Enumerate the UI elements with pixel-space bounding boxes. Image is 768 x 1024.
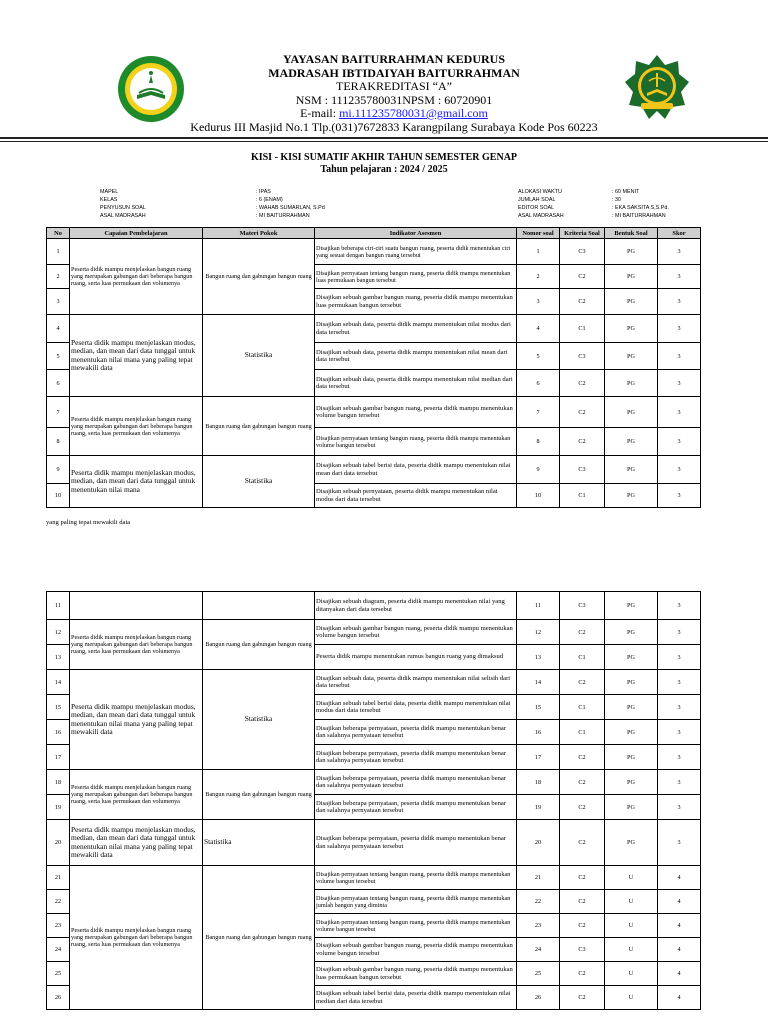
cell-skor: 3 bbox=[658, 645, 701, 670]
cell-capaian: Peserta didik mampu menjelaskan bangun ruang yang merupakan gabungan dari beberapa bangun ruang, serta luas permukaan dan volumenya bbox=[70, 770, 203, 820]
cell-bentuk: PG bbox=[605, 770, 658, 795]
table-header-row bbox=[47, 228, 701, 239]
cell-nomor: 24 bbox=[517, 938, 560, 962]
nsm-npsm: NSM : 111235780031NPSM : 60720901 bbox=[295, 92, 493, 107]
kemenag-logo-icon bbox=[623, 53, 691, 121]
cell-indikator: Peserta didik mampu menentukan rumus bangun ruang yang dimaksud bbox=[315, 645, 517, 670]
cell-no: 25 bbox=[47, 962, 70, 986]
cell-kriteria: C2 bbox=[560, 370, 605, 397]
cell-no: 7 bbox=[47, 397, 70, 428]
meta-value: : MI BAITURRAHMAN bbox=[612, 213, 666, 219]
cell-nomor: 26 bbox=[517, 986, 560, 1010]
cell-nomor: 25 bbox=[517, 962, 560, 986]
meta-value: : EKA SAKSITA S,S.Pd. bbox=[612, 205, 669, 211]
cell-nomor: 20 bbox=[517, 820, 560, 866]
cell-bentuk: U bbox=[605, 986, 658, 1010]
cell-kriteria: C2 bbox=[560, 265, 605, 289]
title-main: KISI - KISI SUMATIF AKHIR TAHUN SEMESTER GENAP bbox=[250, 152, 518, 163]
cell-kriteria: C3 bbox=[560, 239, 605, 265]
cell-indikator: Disajikan sebuah tabel berisi data, peserta didik mampu menentukan nilai mean dari data tersebut bbox=[315, 456, 517, 484]
email-line bbox=[180, 107, 608, 121]
meta-right-values bbox=[612, 188, 669, 220]
meta-label: JUMLAH SOAL bbox=[518, 197, 556, 203]
cell-indikator: Disajikan pernyataan tentang bangun ruang, peserta didik mampu menentukan volume bangun tersebut bbox=[315, 914, 517, 938]
cell-no: 4 bbox=[47, 315, 70, 343]
meta-value: : WAHAB SUMARLAN, S.Pd bbox=[256, 205, 325, 211]
email-label: E-mail: bbox=[300, 106, 340, 120]
cell-kriteria: C2 bbox=[560, 866, 605, 890]
accreditation: TERAKREDITASI “A” bbox=[335, 79, 452, 93]
header-divider-thin bbox=[0, 141, 768, 142]
meta-value: : 6 (ENAM) bbox=[256, 197, 283, 203]
cell-bentuk: U bbox=[605, 866, 658, 890]
cell-bentuk: PG bbox=[605, 820, 658, 866]
cell-kriteria: C1 bbox=[560, 645, 605, 670]
cell-kriteria: C3 bbox=[560, 938, 605, 962]
cell-indikator: Disajikan pernyataan tentang bangun ruang, peserta didik mampu menentukan volume bangun tersebut bbox=[315, 866, 517, 890]
cell-nomor: 5 bbox=[517, 343, 560, 370]
cell-nomor: 10 bbox=[517, 484, 560, 508]
email-link[interactable]: mi.111235780031@gmail.com bbox=[339, 106, 488, 120]
meta-label: EDITOR SOAL bbox=[518, 205, 555, 211]
cell-bentuk: PG bbox=[605, 239, 658, 265]
cell-bentuk: PG bbox=[605, 645, 658, 670]
cell-capaian: Peserta didik mampu menjelaskan modus, median, dan mean dari data tunggal untuk menentukan nilai mana bbox=[70, 456, 203, 508]
cell-skor: 3 bbox=[658, 289, 701, 315]
cell-kriteria: C1 bbox=[560, 315, 605, 343]
header-divider-thick bbox=[0, 137, 768, 139]
cell-no: 19 bbox=[47, 795, 70, 820]
table-row bbox=[47, 397, 701, 428]
cell-nomor: 1 bbox=[517, 239, 560, 265]
cell-no: 3 bbox=[47, 289, 70, 315]
meta-label: PENYUSUN SOAL bbox=[100, 205, 146, 211]
meta-label: MAPEL bbox=[100, 189, 119, 195]
meta-left-values bbox=[256, 188, 325, 220]
cell-indikator: Disajikan sebuah gambar bangun ruang, peserta didik mampu menentukan volume bangun tersebut bbox=[315, 620, 517, 645]
col-header-nomor: Nomor soal bbox=[517, 228, 560, 239]
cell-no: 14 bbox=[47, 670, 70, 695]
cell-capaian: Peserta didik mampu menjelaskan modus, median, dan mean dari data tunggal untuk menentukan nilai mana yang paling tepat mewakili data bbox=[70, 315, 203, 397]
cell-no: 6 bbox=[47, 370, 70, 397]
cell-bentuk: PG bbox=[605, 592, 658, 620]
meta-right-labels bbox=[518, 188, 564, 220]
cell-kriteria: C2 bbox=[560, 820, 605, 866]
cell-nomor: 6 bbox=[517, 370, 560, 397]
meta-left-labels bbox=[100, 188, 146, 220]
cell-skor: 3 bbox=[658, 745, 701, 770]
cell-indikator: Disajikan pernyataan tentang bangun ruang, peserta didik mampu menentukan jumlah bangun yang diminta bbox=[315, 890, 517, 914]
col-header-kriteria: Kriteria Soal bbox=[560, 228, 605, 239]
cell-nomor: 14 bbox=[517, 670, 560, 695]
cell-nomor: 4 bbox=[517, 315, 560, 343]
cell-skor: 3 bbox=[658, 795, 701, 820]
cell-kriteria: C2 bbox=[560, 770, 605, 795]
cell-capaian: Peserta didik mampu menjelaskan bangun ruang yang merupakan gabungan dari beberapa bangun ruang, serta luas permukaan dan volumenya bbox=[70, 397, 203, 456]
cell-kriteria: C2 bbox=[560, 962, 605, 986]
cell-indikator: Disajikan beberapa pernyataan, peserta didik mampu menentukan benar dan salahnya pernyataan tersebut bbox=[315, 745, 517, 770]
cell-indikator: Disajikan sebuah tabel berisi data, peserta didik mampu menentukan nilai median dari data tersebut bbox=[315, 986, 517, 1010]
meta-value: : MI BAITURRAHMAN bbox=[256, 213, 310, 219]
cell-skor: 4 bbox=[658, 914, 701, 938]
table-row bbox=[47, 315, 701, 343]
cell-nomor: 17 bbox=[517, 745, 560, 770]
cell-no: 21 bbox=[47, 866, 70, 890]
cell-skor: 3 bbox=[658, 456, 701, 484]
cell-no: 26 bbox=[47, 986, 70, 1010]
cell-bentuk: PG bbox=[605, 456, 658, 484]
cell-materi-empty bbox=[203, 592, 315, 620]
cell-bentuk: PG bbox=[605, 484, 658, 508]
cell-bentuk: U bbox=[605, 890, 658, 914]
cell-indikator: Disajikan sebuah gambar bangun ruang, peserta didik mampu menentukan luas permukaan bangun tersebut bbox=[315, 962, 517, 986]
title-sub: Tahun pelajaran : 2024 / 2025 bbox=[320, 164, 448, 175]
col-header-capaian: Capaian Pembelajaran bbox=[70, 228, 203, 239]
col-header-indikator: Indikator Asesmen bbox=[315, 228, 517, 239]
document-title bbox=[100, 152, 668, 176]
cell-no: 22 bbox=[47, 890, 70, 914]
cell-bentuk: U bbox=[605, 962, 658, 986]
cell-indikator: Disajikan beberapa pernyataan, peserta didik mampu menentukan benar dan salahnya pernyataan tersebut bbox=[315, 770, 517, 795]
cell-capaian: Peserta didik mampu menjelaskan bangun ruang yang merupakan gabungan dari beberapa bangun ruang, serta luas permukaan dan volumenya bbox=[70, 866, 203, 1010]
cell-materi: Bangun ruang dan gabungan bangun ruang bbox=[203, 620, 315, 670]
cell-bentuk: PG bbox=[605, 620, 658, 645]
cell-kriteria: C3 bbox=[560, 592, 605, 620]
cell-kriteria: C2 bbox=[560, 289, 605, 315]
cell-indikator: Disajikan beberapa ciri-ciri suatu bangun ruang, peserta didik menentukan ciri yang sesuai dengan bangun ruang tersebut bbox=[315, 239, 517, 265]
cell-bentuk: PG bbox=[605, 720, 658, 745]
meta-value: : IPAS bbox=[256, 189, 271, 195]
cell-indikator: Disajikan beberapa pernyataan, peserta didik mampu menentukan benar dan salahnya pernyataan tersebut bbox=[315, 820, 517, 866]
cell-indikator: Disajikan pernyataan tentang bangun ruang, peserta didik mampu menentukan volume bangun tersebut bbox=[315, 428, 517, 456]
meta-label: KELAS bbox=[100, 197, 118, 203]
cell-skor: 3 bbox=[658, 484, 701, 508]
cell-materi: Statistika bbox=[203, 820, 315, 866]
cell-skor: 4 bbox=[658, 866, 701, 890]
cell-nomor: 2 bbox=[517, 265, 560, 289]
cell-nomor: 7 bbox=[517, 397, 560, 428]
cell-capaian: Peserta didik mampu menjelaskan modus, median, dan mean dari data tunggal untuk menentukan nilai mana yang paling tepat mewakili data bbox=[70, 820, 203, 866]
cell-indikator: Disajikan sebuah tabel berisi data, peserta didik mampu menentukan nilai modus dari data tersebut bbox=[315, 695, 517, 720]
cell-nomor: 18 bbox=[517, 770, 560, 795]
table-row bbox=[47, 820, 701, 866]
table-row bbox=[47, 239, 701, 265]
cell-kriteria: C1 bbox=[560, 484, 605, 508]
cell-kriteria: C2 bbox=[560, 986, 605, 1010]
kisi-table-page1 bbox=[46, 227, 701, 508]
cell-nomor: 19 bbox=[517, 795, 560, 820]
cell-indikator: Disajikan sebuah data, peserta didik mampu menentukan nilai selisih dari data tersebut bbox=[315, 670, 517, 695]
cell-skor: 3 bbox=[658, 695, 701, 720]
cell-kriteria: C2 bbox=[560, 795, 605, 820]
cell-no: 13 bbox=[47, 645, 70, 670]
table-row bbox=[47, 866, 701, 890]
cell-nomor: 9 bbox=[517, 456, 560, 484]
col-header-materi: Materi Pokok bbox=[203, 228, 315, 239]
cell-indikator: Disajikan pernyataan tentang bangun ruang, peserta didik mampu menentukan luas permukaan bangun tersebut bbox=[315, 265, 517, 289]
school-name: MADRASAH IBTIDAIYAH BAITURRAHMAN bbox=[268, 65, 520, 80]
cell-kriteria: C2 bbox=[560, 914, 605, 938]
madrasah-logo-icon bbox=[117, 55, 185, 123]
cell-no: 20 bbox=[47, 820, 70, 866]
cell-skor: 3 bbox=[658, 670, 701, 695]
page-overflow-text: yang paling tepat mewakili data bbox=[46, 519, 131, 526]
cell-no: 11 bbox=[47, 592, 70, 620]
cell-skor: 3 bbox=[658, 315, 701, 343]
cell-materi: Bangun ruang dan gabungan bangun ruang bbox=[203, 770, 315, 820]
cell-materi: Bangun ruang dan gabungan bangun ruang bbox=[203, 239, 315, 315]
cell-capaian: Peserta didik mampu menjelaskan bangun ruang yang merupakan gabungan dari beberapa bangun ruang, serta luas permukaan dan volumenya bbox=[70, 239, 203, 315]
cell-skor: 3 bbox=[658, 720, 701, 745]
table-row bbox=[47, 592, 701, 620]
cell-capaian-empty bbox=[70, 592, 203, 620]
cell-skor: 4 bbox=[658, 986, 701, 1010]
cell-materi: Statistika bbox=[203, 670, 315, 770]
cell-nomor: 12 bbox=[517, 620, 560, 645]
cell-no: 8 bbox=[47, 428, 70, 456]
cell-skor: 3 bbox=[658, 370, 701, 397]
table-row bbox=[47, 770, 701, 795]
address-line: Kedurus III Masjid No.1 Tlp.(031)7672833 Karangpilang Surabaya Kode Pos 60223 bbox=[190, 119, 598, 134]
cell-indikator: Disajikan sebuah pernyataan, peserta didik mampu menentukan nilai modus dari data tersebut bbox=[315, 484, 517, 508]
cell-nomor: 15 bbox=[517, 695, 560, 720]
cell-bentuk: U bbox=[605, 914, 658, 938]
cell-skor: 3 bbox=[658, 265, 701, 289]
cell-skor: 4 bbox=[658, 962, 701, 986]
cell-materi: Statistika bbox=[203, 456, 315, 508]
meta-label: ALOKASI WAKTU bbox=[518, 189, 562, 195]
cell-no: 23 bbox=[47, 914, 70, 938]
cell-no: 24 bbox=[47, 938, 70, 962]
cell-skor: 3 bbox=[658, 397, 701, 428]
cell-skor: 3 bbox=[658, 770, 701, 795]
cell-bentuk: PG bbox=[605, 670, 658, 695]
table-row bbox=[47, 670, 701, 695]
cell-bentuk: PG bbox=[605, 315, 658, 343]
cell-kriteria: C2 bbox=[560, 890, 605, 914]
meta-label: ASAL MADRASAH bbox=[518, 213, 564, 219]
cell-kriteria: C2 bbox=[560, 620, 605, 645]
cell-bentuk: PG bbox=[605, 397, 658, 428]
cell-nomor: 16 bbox=[517, 720, 560, 745]
col-header-skor: Skor bbox=[658, 228, 701, 239]
meta-value: : 60 MENIT bbox=[612, 189, 640, 195]
cell-bentuk: PG bbox=[605, 795, 658, 820]
cell-materi: Bangun ruang dan gabungan bangun ruang bbox=[203, 397, 315, 456]
cell-materi: Bangun ruang dan gabungan bangun ruang bbox=[203, 866, 315, 1010]
cell-bentuk: PG bbox=[605, 289, 658, 315]
cell-kriteria: C2 bbox=[560, 397, 605, 428]
cell-bentuk: PG bbox=[605, 428, 658, 456]
cell-indikator: Disajikan sebuah data, peserta didik mampu menentukan nilai modus dari data tersebut bbox=[315, 315, 517, 343]
cell-kriteria: C3 bbox=[560, 456, 605, 484]
cell-capaian: Peserta didik mampu menjelaskan bangun ruang yang merupakan gabungan dari beberapa bangun ruang, serta luas permukaan dan volumenya bbox=[70, 620, 203, 670]
cell-bentuk: PG bbox=[605, 370, 658, 397]
cell-no: 18 bbox=[47, 770, 70, 795]
cell-nomor: 13 bbox=[517, 645, 560, 670]
cell-nomor: 3 bbox=[517, 289, 560, 315]
cell-indikator: Disajikan sebuah gambar bangun ruang, peserta didik mampu menentukan luas permukaan bangun tersebut bbox=[315, 289, 517, 315]
foundation-name: YAYASAN BAITURRAHMAN KEDURUS bbox=[282, 52, 506, 66]
cell-indikator: Disajikan sebuah diagram, peserta didik mampu menentukan nilai yang ditanyakan dari data tersebut bbox=[315, 592, 517, 620]
cell-no: 9 bbox=[47, 456, 70, 484]
cell-no: 10 bbox=[47, 484, 70, 508]
table-row bbox=[47, 456, 701, 484]
cell-nomor: 11 bbox=[517, 592, 560, 620]
cell-kriteria: C2 bbox=[560, 428, 605, 456]
cell-skor: 3 bbox=[658, 343, 701, 370]
cell-skor: 3 bbox=[658, 620, 701, 645]
cell-nomor: 21 bbox=[517, 866, 560, 890]
cell-nomor: 22 bbox=[517, 890, 560, 914]
cell-indikator: Disajikan sebuah gambar bangun ruang, peserta didik mampu menentukan volume bangun tersebut bbox=[315, 938, 517, 962]
cell-kriteria: C1 bbox=[560, 695, 605, 720]
cell-bentuk: U bbox=[605, 938, 658, 962]
cell-no: 15 bbox=[47, 695, 70, 720]
cell-nomor: 23 bbox=[517, 914, 560, 938]
cell-bentuk: PG bbox=[605, 745, 658, 770]
cell-skor: 3 bbox=[658, 592, 701, 620]
cell-bentuk: PG bbox=[605, 265, 658, 289]
table-row bbox=[47, 620, 701, 645]
cell-no: 17 bbox=[47, 745, 70, 770]
col-header-bentuk: Bentuk Soal bbox=[605, 228, 658, 239]
cell-skor: 4 bbox=[658, 938, 701, 962]
cell-no: 1 bbox=[47, 239, 70, 265]
cell-indikator: Disajikan beberapa pernyataan, peserta didik mampu menentukan benar dan salahnya pernyataan tersebut bbox=[315, 795, 517, 820]
cell-materi: Statistika bbox=[203, 315, 315, 397]
cell-indikator: Disajikan sebuah data, peserta didik mampu menentukan nilai mean dari data tersebut bbox=[315, 343, 517, 370]
meta-label: ASAL MADRASAH bbox=[100, 213, 146, 219]
cell-kriteria: C3 bbox=[560, 343, 605, 370]
cell-no: 12 bbox=[47, 620, 70, 645]
cell-skor: 3 bbox=[658, 428, 701, 456]
cell-nomor: 8 bbox=[517, 428, 560, 456]
cell-kriteria: C2 bbox=[560, 745, 605, 770]
meta-value: : 30 bbox=[612, 197, 621, 203]
cell-no: 5 bbox=[47, 343, 70, 370]
col-header-no: No bbox=[47, 228, 70, 239]
cell-skor: 3 bbox=[658, 820, 701, 866]
cell-bentuk: PG bbox=[605, 343, 658, 370]
kisi-table-page2 bbox=[46, 591, 701, 1010]
cell-no: 16 bbox=[47, 720, 70, 745]
cell-kriteria: C2 bbox=[560, 670, 605, 695]
cell-skor: 4 bbox=[658, 890, 701, 914]
cell-kriteria: C1 bbox=[560, 720, 605, 745]
cell-skor: 3 bbox=[658, 239, 701, 265]
cell-capaian: Peserta didik mampu menjelaskan modus, median, dan mean dari data tunggal untuk menentukan nilai mana yang paling tepat mewakili data bbox=[70, 670, 203, 770]
cell-indikator: Disajikan sebuah data, peserta didik mampu menentukan nilai median dari data tersebut bbox=[315, 370, 517, 397]
cell-no: 2 bbox=[47, 265, 70, 289]
letterhead bbox=[180, 53, 608, 134]
cell-bentuk: PG bbox=[605, 695, 658, 720]
cell-indikator: Disajikan beberapa pernyataan, peserta didik mampu menentukan benar dan salahnya pernyataan tersebut bbox=[315, 720, 517, 745]
cell-indikator: Disajikan sebuah gambar bangun ruang, peserta didik mampu menentukan volume bangun tersebut bbox=[315, 397, 517, 428]
